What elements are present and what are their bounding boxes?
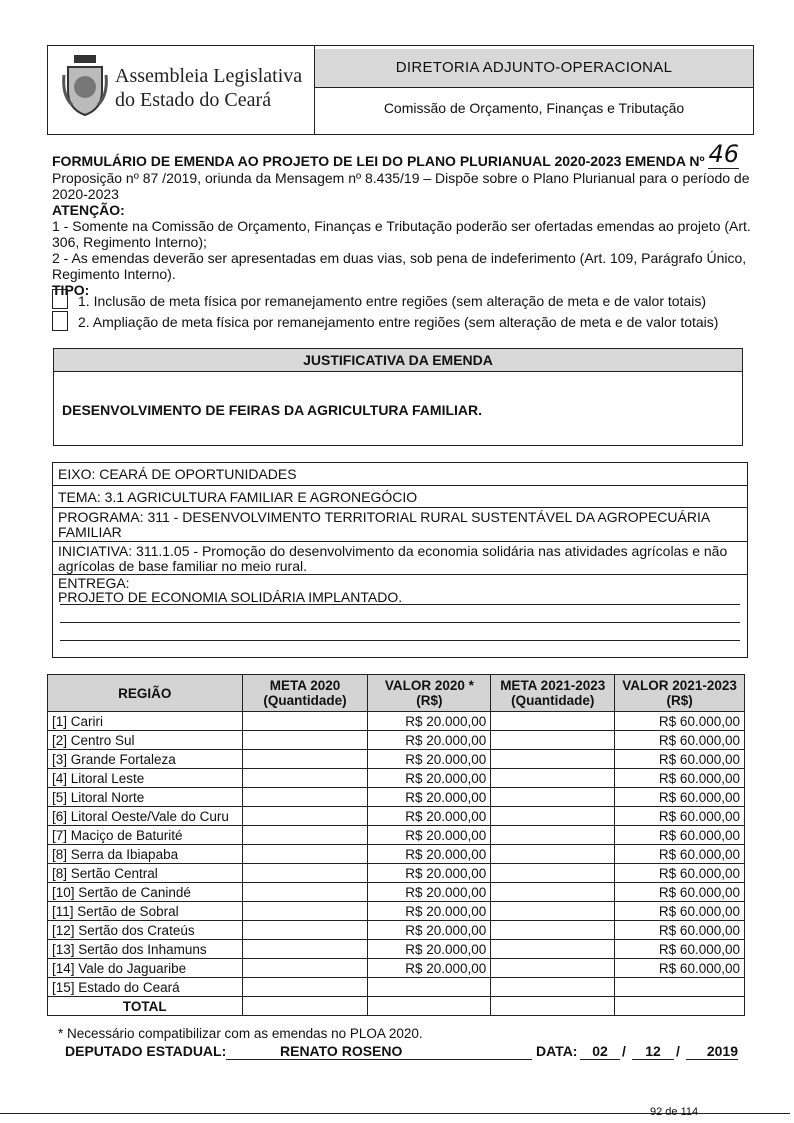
justificativa-header: JUSTIFICATIVA DA EMENDA [54,349,742,372]
region-cell: TOTAL [48,997,243,1016]
divider [53,485,747,486]
proposicao-line2: 2020-2023 [52,186,119,202]
meta-2020-cell [242,864,368,883]
valor-2021-2023-cell: R$ 60.000,00 [615,921,745,940]
region-cell: [2] Centro Sul [48,731,243,750]
meta-2021-2023-cell [491,959,615,978]
table-header-row [48,675,745,712]
meta-2020-cell [242,978,368,997]
date-year: 2019 [686,1043,738,1060]
meta-2021-2023-cell [491,864,615,883]
directorate-banner: DIRETORIA ADJUNTO-OPERACIONAL [315,49,753,88]
valor-2020-cell: R$ 20.000,00 [368,902,491,921]
meta-2021-2023-cell [491,712,615,731]
tipo-1-label: 1. Inclusão de meta física por remanejamento entre regiões (sem alteração de meta e de valor totais) [78,293,706,309]
atencao-item2-line2: Regimento Interno). [52,266,176,282]
eixo-field: EIXO: CEARÁ DE OPORTUNIDADES [58,466,297,482]
meta-2021-2023-cell [491,921,615,940]
table-row [48,864,745,883]
valor-2020-cell: R$ 20.000,00 [368,807,491,826]
region-cell: [13] Sertão dos Inhamuns [48,940,243,959]
valor-2021-2023-cell: R$ 60.000,00 [615,788,745,807]
valor-2021-2023-cell: R$ 60.000,00 [615,807,745,826]
meta-2020-cell [242,959,368,978]
deputado-signature-line [226,1043,532,1060]
proposicao-line1: Proposição nº 87 /2019, oriunda da Mensagem nº 8.435/19 – Dispõe sobre o Plano Plurianual para o período de [52,170,750,186]
col-header-meta-2021-2023: META 2021-2023 (Quantidade) [491,675,615,712]
emenda-number: 46 [708,140,740,168]
valor-2020-cell: R$ 20.000,00 [368,826,491,845]
table-row [48,902,745,921]
region-cell: [14] Vale do Jaguaribe [48,959,243,978]
divider [53,541,747,542]
valor-2020-cell [368,997,491,1016]
table-row [48,826,745,845]
meta-2020-cell [242,940,368,959]
programa-field-line2: FAMILIAR [58,524,122,540]
meta-2021-2023-cell [491,788,615,807]
atencao-item1-line1: 1 - Somente na Comissão de Orçamento, Finanças e Tributação poderão ser ofertadas emendas ao projeto (Art. [52,218,751,234]
valor-2021-2023-cell: R$ 60.000,00 [615,750,745,769]
meta-2021-2023-cell [491,807,615,826]
data-label: DATA: [536,1043,578,1059]
org-name [115,64,302,112]
entrega-line [60,622,740,623]
region-cell: [1] Cariri [48,712,243,731]
region-table [47,674,745,1016]
date-day: 02 [580,1043,620,1060]
meta-2020-cell [242,731,368,750]
meta-2020-cell [242,788,368,807]
region-cell: [7] Maciço de Baturité [48,826,243,845]
meta-2021-2023-cell [491,826,615,845]
table-row [48,940,745,959]
atencao-label: ATENÇÃO: [52,202,125,218]
meta-2021-2023-cell [491,978,615,997]
coat-of-arms-icon [62,55,108,117]
form-title-text: FORMULÁRIO DE EMENDA AO PROJETO DE LEI DO PLANO PLURIANUAL 2020-2023 EMENDA Nº [52,153,705,169]
valor-2020-cell: R$ 20.000,00 [368,921,491,940]
col-header-meta-2020: META 2020 (Quantidade) [242,675,368,712]
valor-2020-cell [368,978,491,997]
commission-name: Comissão de Orçamento, Finanças e Tributação [383,100,685,116]
table-row [48,750,745,769]
date-sep: / [676,1043,680,1059]
page-number: 92 de 114 [650,1106,699,1118]
table-row [48,712,745,731]
region-cell: [6] Litoral Oeste/Vale do Curu [48,807,243,826]
region-cell: [15] Estado do Ceará [48,978,243,997]
region-cell: [5] Litoral Norte [48,788,243,807]
deputado-name: RENATO ROSENO [280,1043,403,1059]
meta-2021-2023-cell [491,731,615,750]
valor-2020-cell: R$ 20.000,00 [368,731,491,750]
tipo-2-label: 2. Ampliação de meta física por remanejamento entre regiões (sem alteração de meta e de valor totais) [78,314,719,330]
deputado-label: DEPUTADO ESTADUAL: [65,1043,227,1059]
meta-2020-cell [242,902,368,921]
entrega-text: PROJETO DE ECONOMIA SOLIDÁRIA IMPLANTADO. [58,589,403,605]
meta-2020-cell [242,712,368,731]
valor-2021-2023-cell: R$ 60.000,00 [615,864,745,883]
tipo-2-checkbox[interactable] [52,311,68,331]
valor-2021-2023-cell: R$ 60.000,00 [615,959,745,978]
valor-2020-cell: R$ 20.000,00 [368,750,491,769]
table-row [48,807,745,826]
col-header-valor-2021-2023: VALOR 2021-2023 (R$) [615,675,745,712]
valor-2021-2023-cell: R$ 60.000,00 [615,769,745,788]
meta-2020-cell [242,845,368,864]
meta-2020-cell [242,883,368,902]
region-cell: [8] Serra da Ibiapaba [48,845,243,864]
meta-2020-cell [242,750,368,769]
meta-2021-2023-cell [491,940,615,959]
programa-field-line1: PROGRAMA: 311 - DESENVOLVIMENTO TERRITORIAL RURAL SUSTENTÁVEL DA AGROPECUÁRIA [58,509,711,525]
table-row [48,788,745,807]
table-row [48,997,745,1016]
valor-2020-cell: R$ 20.000,00 [368,959,491,978]
region-cell: [12] Sertão dos Crateús [48,921,243,940]
table-row [48,978,745,997]
date-month: 12 [632,1043,674,1060]
date-sep: / [622,1043,626,1059]
table-row [48,921,745,940]
meta-2021-2023-cell [491,750,615,769]
meta-2021-2023-cell [491,883,615,902]
table-body [48,712,745,1016]
valor-2021-2023-cell [615,978,745,997]
valor-2021-2023-cell: R$ 60.000,00 [615,883,745,902]
meta-2020-cell [242,807,368,826]
valor-2021-2023-cell [615,997,745,1016]
tema-field: TEMA: 3.1 AGRICULTURA FAMILIAR E AGRONEGÓCIO [58,489,418,505]
divider [53,507,747,508]
meta-2020-cell [242,769,368,788]
col-header-valor-2020: VALOR 2020 * (R$) [368,675,491,712]
region-cell: [10] Sertão de Canindé [48,883,243,902]
valor-2021-2023-cell: R$ 60.000,00 [615,731,745,750]
region-cell: [11] Sertão de Sobral [48,902,243,921]
footnote: * Necessário compatibilizar com as emendas no PLOA 2020. [58,1026,423,1041]
iniciativa-field-line1: INICIATIVA: 311.1.05 - Promoção do desenvolvimento da economia solidária nas atividades agrícolas e não [58,543,728,559]
meta-2020-cell [242,997,368,1016]
meta-2021-2023-cell [491,902,615,921]
org-name-line1: Assembleia Legislativa [115,65,303,87]
table-row [48,845,745,864]
iniciativa-field-line2: agrícolas de base familiar no meio rural. [58,558,308,574]
tipo-label: TIPO: [52,282,90,298]
meta-2020-cell [242,826,368,845]
valor-2021-2023-cell: R$ 60.000,00 [615,845,745,864]
region-cell: [8] Sertão Central [48,864,243,883]
region-cell: [3] Grande Fortaleza [48,750,243,769]
entrega-line [60,604,740,605]
valor-2021-2023-cell: R$ 60.000,00 [615,826,745,845]
region-cell: [4] Litoral Leste [48,769,243,788]
org-name-line2: do Estado do Ceará [115,89,272,111]
table-row [48,731,745,750]
meta-2020-cell [242,921,368,940]
valor-2020-cell: R$ 20.000,00 [368,712,491,731]
valor-2020-cell: R$ 20.000,00 [368,883,491,902]
table-row [48,769,745,788]
atencao-item1-line2: 306, Regimento Interno); [52,234,207,250]
valor-2020-cell: R$ 20.000,00 [368,769,491,788]
valor-2020-cell: R$ 20.000,00 [368,788,491,807]
tipo-1-checkbox[interactable] [52,289,68,309]
col-header-regiao: REGIÃO [48,675,243,712]
meta-2021-2023-cell [491,845,615,864]
valor-2021-2023-cell: R$ 60.000,00 [615,902,745,921]
meta-2021-2023-cell [491,769,615,788]
entrega-label: ENTREGA: [58,575,130,591]
entrega-line [60,640,740,641]
justificativa-text: DESENVOLVIMENTO DE FEIRAS DA AGRICULTURA FAMILIAR. [62,402,483,418]
valor-2021-2023-cell: R$ 60.000,00 [615,712,745,731]
valor-2020-cell: R$ 20.000,00 [368,864,491,883]
form-title [52,140,740,169]
valor-2020-cell: R$ 20.000,00 [368,845,491,864]
meta-2021-2023-cell [491,997,615,1016]
table-row [48,883,745,902]
valor-2020-cell: R$ 20.000,00 [368,940,491,959]
table-row [48,959,745,978]
valor-2021-2023-cell: R$ 60.000,00 [615,940,745,959]
atencao-item2-line1: 2 - As emendas deverão ser apresentadas em duas vias, sob pena de indeferimento (Art. 109, Parágrafo Único, [52,250,747,266]
